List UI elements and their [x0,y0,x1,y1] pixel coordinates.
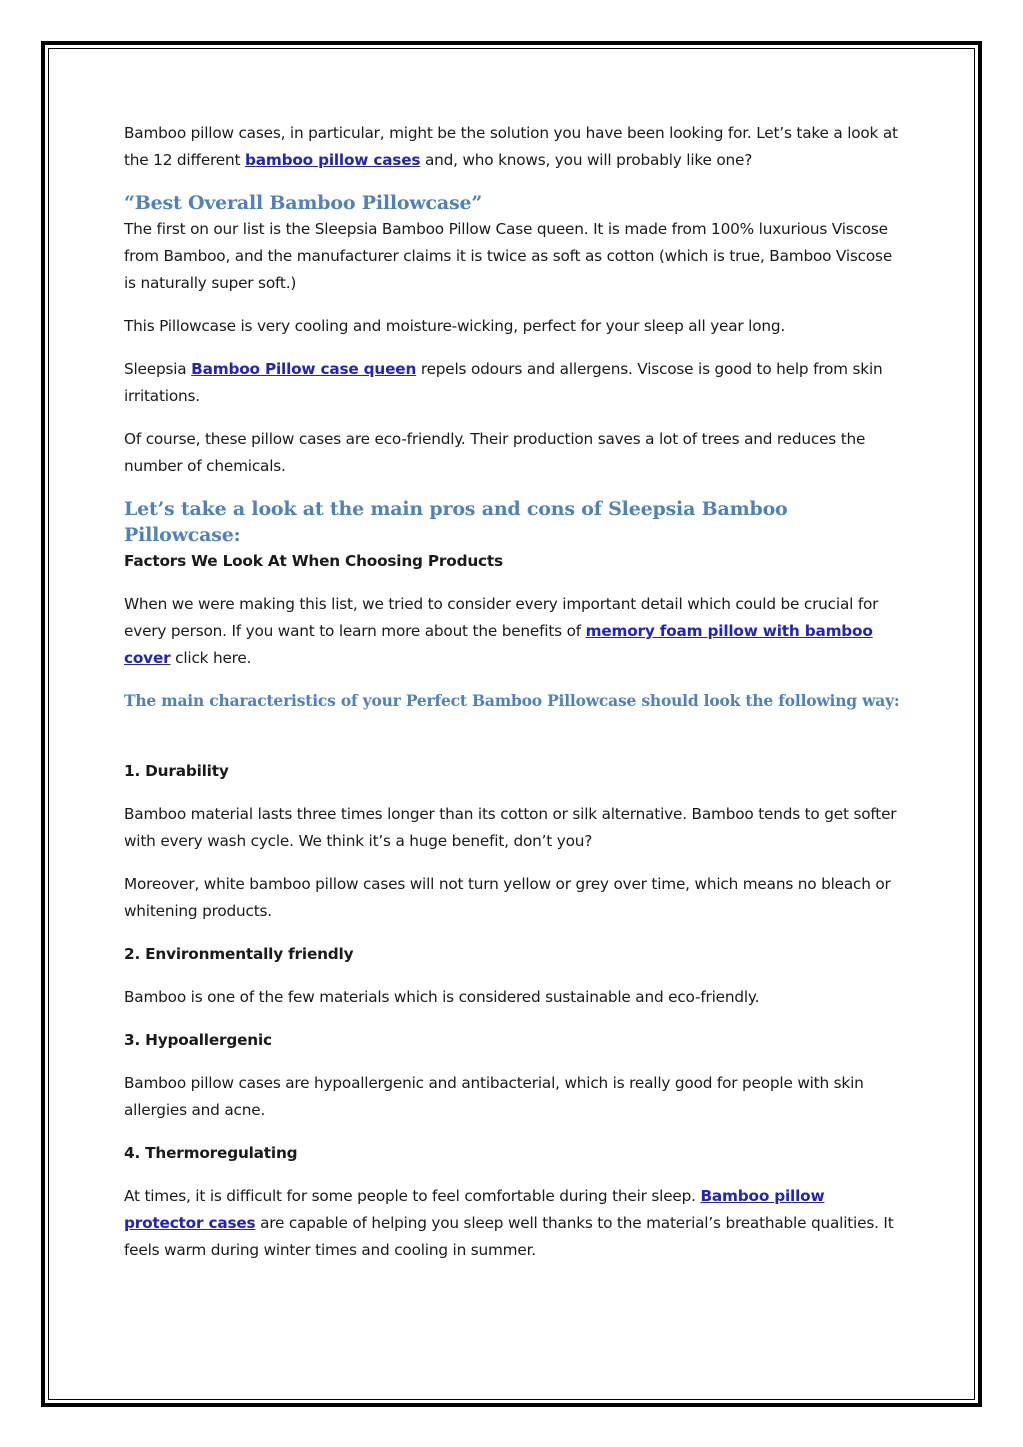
heading-best-overall: “Best Overall Bamboo Pillowcase” [124,192,483,214]
item-paragraph: Bamboo pillow cases are hypoallergenic and antibacterial, which is really good for people with skin allergies and acne. [124,1074,864,1119]
paragraph-eco: Of course, these pillow cases are eco-friendly. Their production saves a lot of trees and reduces the number of chemicals. [124,430,866,475]
intro-text-before: Bamboo pillow cases, in particular, might be the solution you have been looking for. Let’s take a look at the 12 different [124,124,898,169]
item-title-hypoallergenic: 3. Hypoallergenic [124,1031,272,1049]
sleepsia-text-after: repels odours and allergens. Viscose is good to help from skin irritations. [124,360,883,405]
item-paragraph: Bamboo is one of the few materials which is considered sustainable and eco-friendly. [124,988,760,1006]
document-body [124,120,904,1280]
item-title-durability: 1. Durability [124,762,229,780]
paragraph-thermo [124,1183,904,1264]
thermo-text-after: are capable of helping you sleep well thanks to the material’s breathable qualities. It feels warm during winter times and cooling in summer. [124,1214,894,1259]
item-title-environmentally-friendly: 2. Environmentally friendly [124,945,354,963]
bamboo-pillow-cases-link[interactable]: bamboo pillow cases [244,151,421,169]
intro-text-after: and, who knows, you will probably like one? [420,151,753,169]
list-text-after: click here. [170,649,252,667]
bamboo-pillow-protector-link[interactable]: Bamboo pillow protector cases [124,1187,825,1232]
item-title-thermoregulating: 4. Thermoregulating [124,1144,298,1162]
paragraph-cooling: This Pillowcase is very cooling and moisture-wicking, perfect for your sleep all year long. [124,317,786,335]
subheading-factors: Factors We Look At When Choosing Products [124,552,503,570]
intro-paragraph [124,120,904,174]
sleepsia-text-before: Sleepsia [124,360,192,378]
item-paragraph: Bamboo material lasts three times longer than its cotton or silk alternative. Bamboo tends to get softer with every wash cycle. We think it’s a huge benefit, don’t you? [124,805,897,850]
paragraph-list [124,591,904,672]
paragraph-first: The first on our list is the Sleepsia Bamboo Pillow Case queen. It is made from 100% luxurious Viscose from Bamboo, and the manufacturer claims it is twice as soft as cotton (which is true, Bamboo Viscose is naturally super soft.) [124,220,893,292]
paragraph-sleepsia [124,356,904,410]
memory-foam-pillow-link[interactable]: memory foam pillow with bamboo cover [124,622,873,667]
heading-pros-cons: Let’s take a look at the main pros and cons of Sleepsia Bamboo Pillowcase: [124,498,788,546]
bamboo-pillow-case-queen-link[interactable]: Bamboo Pillow case queen [191,360,417,378]
item-paragraph: Moreover, white bamboo pillow cases will not turn yellow or grey over time, which means no bleach or whitening products. [124,875,891,920]
heading-characteristics: The main characteristics of your Perfect Bamboo Pillowcase should look the following way: [124,691,900,710]
thermo-text-before: At times, it is difficult for some people to feel comfortable during their sleep. [124,1187,701,1205]
list-text-before: When we were making this list, we tried to consider every important detail which could be crucial for every person. If you want to learn more about the benefits of [124,595,879,640]
